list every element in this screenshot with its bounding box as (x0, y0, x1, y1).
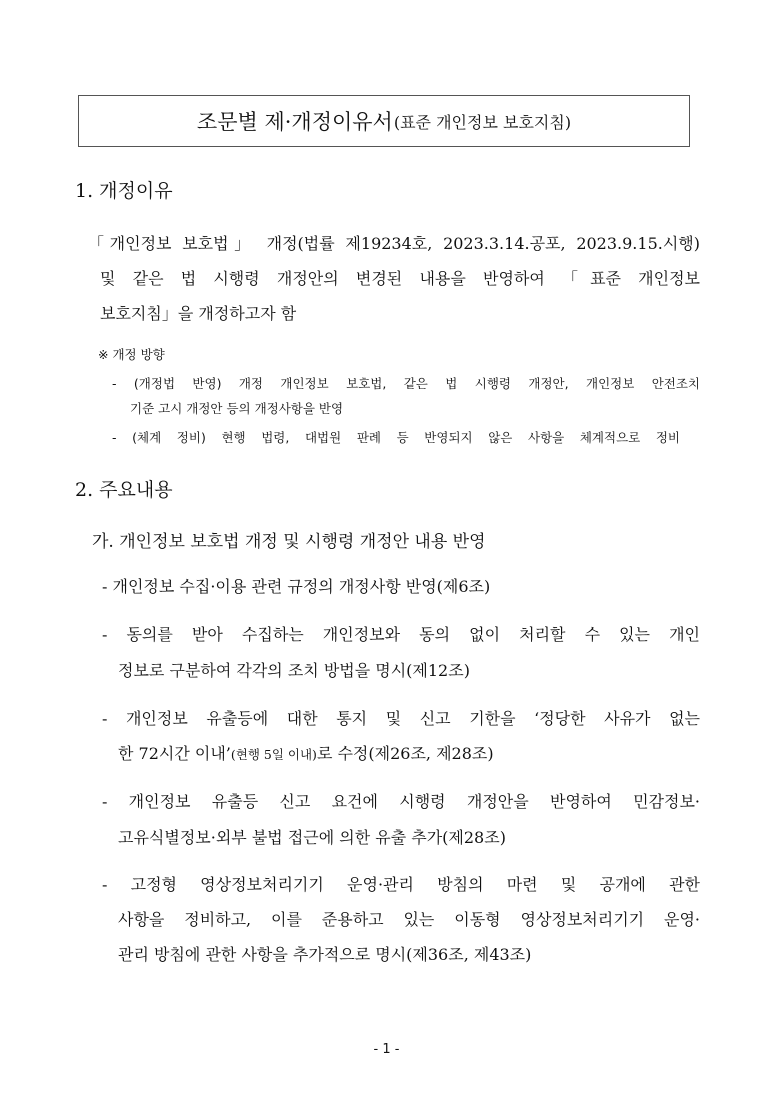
main-item-1: - 개인정보 수집·이용 관련 규정의 개정사항 반영(제6조) (102, 577, 491, 596)
document-title: 조문별 제·개정이유서 (196, 110, 393, 134)
main-item-3-text-a: 한 72시간 이내’ (118, 744, 231, 763)
document-subtitle: (표준 개인정보 보호지침) (393, 112, 572, 132)
main-item-5-line-2: 사항을 정비하고, 이를 준용하고 있는 이동형 영상정보처리기기 운영· (118, 910, 700, 929)
reason-line-1: 「개인정보 보호법」 개정(법률 제19234호, 2023.3.14.공포, 2023.9.15.시행) (88, 234, 700, 253)
main-item-5-line-1: - 고정형 영상정보처리기기 운영·관리 방침의 마련 및 공개에 관한 (102, 875, 700, 894)
note-title: ※ 개정 방향 (98, 347, 165, 362)
note-item-1-cont: 기준 고시 개정안 등의 개정사항을 반영 (130, 401, 344, 416)
main-item-2-line-2: 정보로 구분하여 각각의 조치 방법을 명시(제12조) (118, 661, 470, 680)
main-item-3-line-1: - 개인정보 유출등에 대한 통지 및 신고 기한을 ‘정당한 사유가 없는 (102, 709, 700, 728)
main-item-3-text-b: (현행 5일 이내) (230, 747, 317, 762)
section-heading-reason: 1. 개정이유 (75, 180, 173, 202)
note-item-1: - (개정법 반영) 개정 개인정보 보호법, 같은 법 시행령 개정안, 개인정보 안전조치 (112, 376, 700, 391)
section-heading-main: 2. 주요내용 (75, 479, 173, 501)
main-item-4-line-2: 고유식별정보·외부 불법 접근에 의한 유출 추가(제28조) (118, 828, 506, 847)
main-item-3-text-c: 로 수정(제26조, 제28조) (316, 744, 494, 763)
note-item-2: - (체계 정비) 현행 법령, 대법원 판례 등 반영되지 않은 사항을 체계적으로 정비 (112, 430, 680, 445)
reason-line-3: 보호지침」을 개정하고자 함 (100, 304, 297, 323)
page-number: - 1 - (373, 1042, 400, 1057)
main-item-5-line-3: 관리 방침에 관한 사항을 추가적으로 명시(제36조, 제43조) (118, 945, 532, 964)
main-item-4-line-1: - 개인정보 유출등 신고 요건에 시행령 개정안을 반영하여 민감정보· (102, 792, 700, 811)
main-item-3-line-2 (118, 741, 494, 764)
subsection-heading: 가. 개인정보 보호법 개정 및 시행령 개정안 내용 반영 (92, 532, 486, 552)
title-box (78, 95, 690, 147)
reason-line-2: 및 같은 법 시행령 개정안의 변경된 내용을 반영하여 「표준 개인정보 (100, 269, 700, 288)
main-item-2-line-1: - 동의를 받아 수집하는 개인정보와 동의 없이 처리할 수 있는 개인 (102, 625, 700, 644)
